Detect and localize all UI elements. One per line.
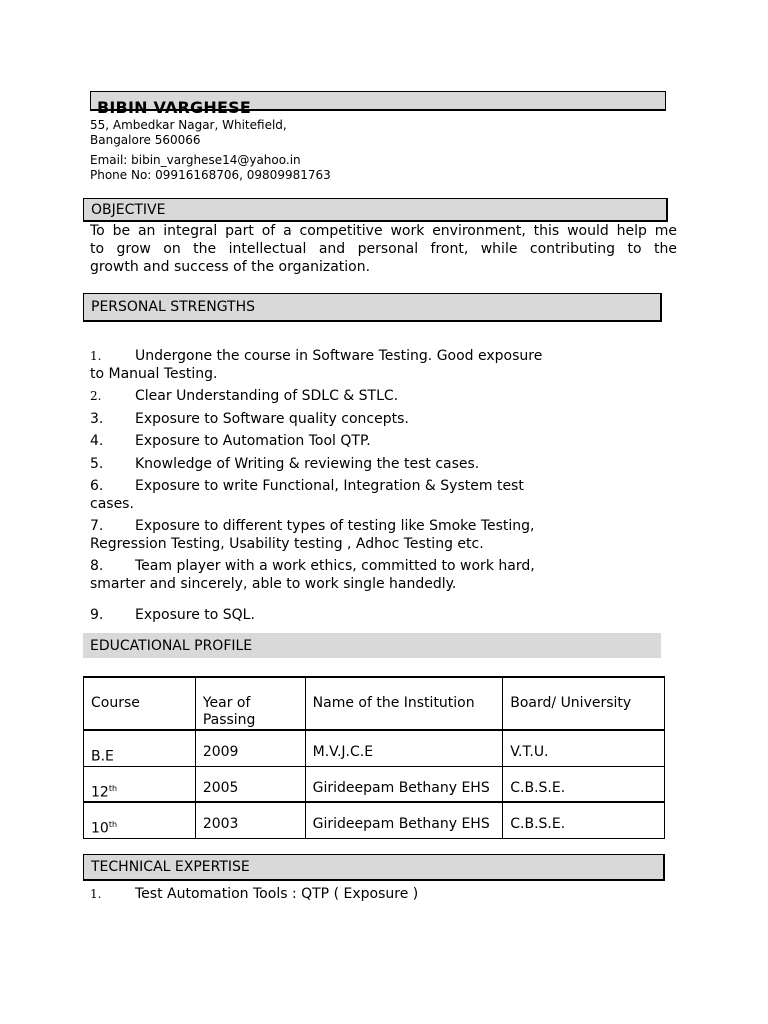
strength-number: 3. (90, 411, 104, 427)
strength-item-4 (90, 432, 590, 450)
technical-number: 1. (90, 887, 102, 901)
strength-number: 9. (90, 607, 104, 623)
strength-text-cont: smarter and sincerely, able to work single handedly. (90, 576, 457, 592)
strength-text-cont: cases. (90, 496, 134, 512)
cell-board: C.B.S.E. (503, 802, 665, 838)
strength-text: Knowledge of Writing & reviewing the test cases. (135, 456, 480, 472)
strength-number: 7. (90, 518, 104, 534)
table-row (84, 730, 665, 766)
cell-board: C.B.S.E. (503, 766, 665, 802)
cell-institution: Girideepam Bethany EHS (305, 766, 503, 802)
header-board: Board/ University (503, 677, 665, 730)
cell-year: 2009 (195, 730, 305, 766)
strength-text: Exposure to SQL. (135, 607, 255, 623)
education-heading (83, 633, 661, 658)
header-institution: Name of the Institution (305, 677, 503, 730)
strength-text: Exposure to Automation Tool QTP. (135, 433, 371, 449)
strength-number: 4. (90, 433, 104, 449)
strength-item-1 (90, 347, 590, 383)
education-title: EDUCATIONAL PROFILE (90, 637, 253, 654)
technical-item-1 (90, 885, 590, 903)
objective-line-3: growth and success of the organization. (90, 259, 371, 275)
strengths-title: PERSONAL STRENGTHS (91, 299, 256, 315)
strength-item-5 (90, 455, 590, 473)
technical-text: Test Automation Tools : QTP ( Exposure ) (135, 886, 419, 902)
strength-number: 2. (90, 389, 102, 403)
candidate-name: BIBIN VARGHESE (97, 98, 251, 117)
cell-institution: Girideepam Bethany EHS (305, 802, 503, 838)
objective-text (90, 222, 677, 276)
cell-board: V.T.U. (503, 730, 665, 766)
strength-text: Undergone the course in Software Testing. Good exposure (135, 348, 543, 364)
cell-course: 12th (84, 766, 196, 802)
technical-heading (83, 854, 665, 881)
table-row (84, 766, 665, 802)
cell-institution: M.V.J.C.E (305, 730, 503, 766)
cell-year: 2003 (195, 802, 305, 838)
strength-text-cont: to Manual Testing. (90, 366, 218, 382)
strength-number: 1. (90, 349, 102, 363)
strength-text: Exposure to Software quality concepts. (135, 411, 409, 427)
strength-number: 5. (90, 456, 104, 472)
header-year: Year of Passing (195, 677, 305, 730)
header-course: Course (84, 677, 196, 730)
strength-text: Clear Understanding of SDLC & STLC. (135, 388, 399, 404)
strength-text: Exposure to different types of testing like Smoke Testing, (135, 518, 535, 534)
strength-text-cont: Regression Testing, Usability testing , Adhoc Testing etc. (90, 536, 484, 552)
education-table (83, 676, 665, 839)
cell-course: 10th (84, 802, 196, 838)
cell-year: 2005 (195, 766, 305, 802)
strength-number: 6. (90, 478, 104, 494)
address-line-2: Bangalore 560066 (90, 133, 201, 147)
strength-number: 8. (90, 558, 104, 574)
strength-item-8 (90, 557, 590, 593)
strengths-heading (83, 293, 662, 322)
objective-line-1: To be an integral part of a competitive work environment, this would help me (90, 223, 677, 239)
address-line-1: 55, Ambedkar Nagar, Whitefield, (90, 118, 287, 132)
objective-title: OBJECTIVE (91, 201, 166, 218)
strength-text: Exposure to write Functional, Integration & System test (135, 478, 524, 494)
phone-line: Phone No: 09916168706, 09809981763 (90, 168, 331, 182)
table-header-row (84, 677, 665, 730)
strength-item-6 (90, 477, 590, 513)
table-row (84, 802, 665, 838)
technical-title: TECHNICAL EXPERTISE (91, 859, 250, 875)
strength-item-9 (90, 606, 590, 624)
email-line: Email: bibin_varghese14@yahoo.in (90, 153, 301, 167)
strength-item-7 (90, 517, 590, 553)
strength-item-2 (90, 387, 590, 405)
cell-course: B.E (84, 730, 196, 766)
strength-text: Team player with a work ethics, committed to work hard, (135, 558, 535, 574)
strength-item-3 (90, 410, 590, 428)
objective-line-2: to grow on the intellectual and personal front, while contributing to the (90, 241, 677, 257)
objective-heading (83, 198, 668, 222)
